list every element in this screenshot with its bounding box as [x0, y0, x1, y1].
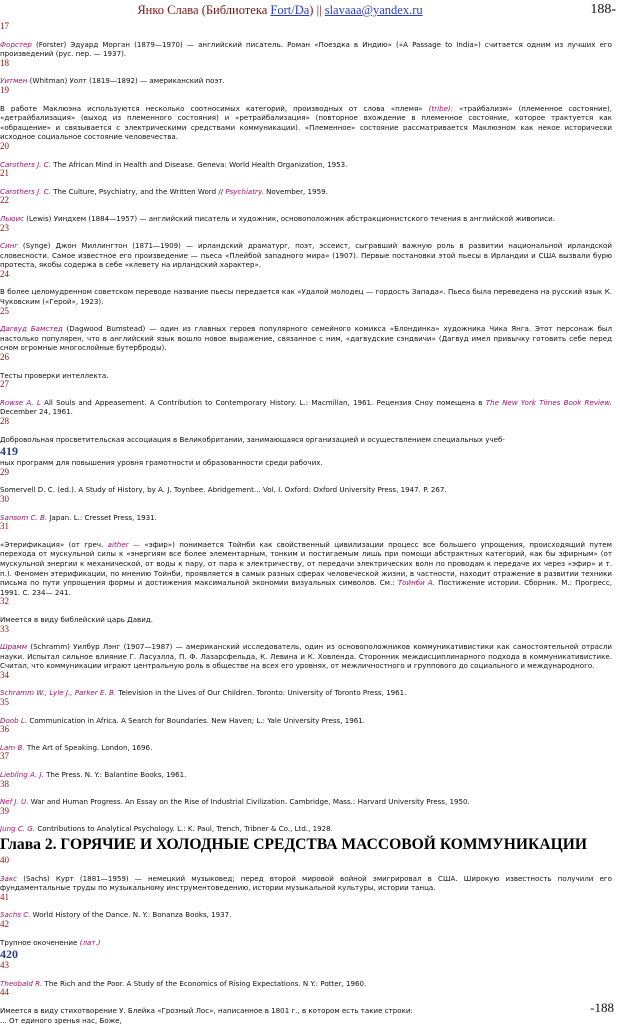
footnote	[0, 86, 612, 142]
footnote-author: Rowse A. L	[0, 397, 41, 407]
footnote	[0, 142, 612, 169]
footnote-author: (tribe):	[428, 103, 454, 113]
footnote-text: December 24, 1961.	[0, 407, 73, 417]
footnote	[0, 196, 612, 223]
footnote-text: (Synge) Джон Миллингтон (1871—1909) — ирландский драматург, поэт, эссеист, сыгравший важную роль в развитии национальной ирландской словесности. Самое известное его произведение — пьеса «Плейбой западного мира» (1907). Первые постановки этой пьесы в Ирландии и США вызвали бурю протеста, якобы содержа в себе «клевету на ирландский характер».	[0, 241, 612, 270]
footnote-text: All Souls and Appeasement. A Contribution to Contemporary History. L.: Macmillan, 1961. Рецензия Сноу помещена в	[40, 397, 486, 407]
footnote-number: 41	[0, 891, 9, 902]
footnote-text: The African Mind in Health and Disease. Geneva: World Health Organization, 1953.	[50, 159, 348, 169]
footnote-author: Liebling A. J.	[0, 770, 44, 780]
footnote	[0, 807, 612, 834]
footnote-number: 18	[0, 57, 9, 68]
footnote-author: Nef J. U.	[0, 797, 29, 807]
footnote-number: 32	[0, 596, 9, 607]
footnote-text: Добровольная просветительская ассоциация в Великобритании, занимающаяся организацией и осуществлением специальных учеб-	[0, 434, 505, 444]
footnote-author: Sachs C.	[0, 910, 31, 920]
footnote-author: Theobald R.	[0, 978, 43, 988]
poem-line: ... От единого зренья нас, Боже,	[0, 1015, 122, 1025]
chapter-heading: Глава 2. ГОРЯЧИЕ И ХОЛОДНЫЕ СРЕДСТВА МАССОВОЙ КОММУНИКАЦИИ	[0, 836, 587, 853]
footnote-text: В работе Маклюэна используются несколько соотносимых категорий, производных от слова «племя»	[0, 103, 429, 113]
footnote-text: The Rich and the Poor. A Study of the Economics of Rising Expectations. N Y.: Potter, 1960.	[42, 978, 367, 988]
footnote	[0, 22, 612, 59]
footnote-number: 22	[0, 195, 9, 206]
footnote-number: 23	[0, 222, 9, 233]
footnote-number: 21	[0, 168, 9, 179]
footnote-author: Синг	[0, 241, 18, 251]
footnote	[0, 224, 612, 270]
footnote-number: 26	[0, 352, 9, 363]
footnote-author: Schramm W., Lyle J., Parker E. B.	[0, 688, 117, 698]
footnote-text: Трупное окоченение	[0, 937, 80, 947]
footnote-number: 31	[0, 521, 9, 532]
footnote-author: The New York Times Book Review.	[485, 397, 612, 407]
footnote-number: 42	[0, 918, 9, 929]
footnote	[0, 725, 612, 752]
footnote-author: Doob L.	[0, 715, 28, 725]
email-link[interactable]: slavaaa@yandex.ru	[324, 3, 423, 17]
footnote	[0, 353, 612, 380]
footnote	[0, 270, 612, 307]
footnote-number: 19	[0, 84, 9, 95]
footnote-number: 24	[0, 268, 9, 279]
footnote-text: «эфир») понимается Тойнби как свойственный цивилизации процесс все большего упрощения, происходящий путем перехода от мускульной силы к «энергиям все более элементарным, тонким и постигаемым лишь при помощи абстрактных категорий, как бы эфирным» (от мускульной энергии к механической, от воды к пару, от пара к электричеству, от передачи электрических волн по проводам к передаче их через «эфир» и т. п.). Феномен этерификации, по мнению Тойнби, проявляется в самых разных сферах человеческой жизни, в частности, находит отражение в развитии техники письма по пути упрощения формы и достижения максимальной экономии визуальных символов. См.:	[0, 539, 612, 588]
footnote-number: 36	[0, 724, 9, 735]
footnote-text: The Press. N. Y.: Balantine Books, 1961.	[43, 770, 187, 780]
footnote-number: 20	[0, 140, 9, 151]
footnote-text: Постижение истории. Сборник. М.: Прогресс, 1991. С. 234— 241.	[0, 578, 612, 597]
footnote	[0, 961, 612, 988]
footnote-number: 34	[0, 669, 9, 680]
footnote	[0, 988, 612, 1015]
footnote	[0, 380, 612, 417]
footnote-number: 27	[0, 379, 9, 390]
footnote-author: Sansom C. B.	[0, 512, 48, 522]
footnote-text: (Sachs) Курт (1881—1959) — немецкий музыковед; перед второй мировой войной эмигрировал в США. Широкую известность получили его фундаментальные труды по музыкальному инструментоведению, истории музыкальной культуры, истории танца.	[0, 873, 612, 893]
footnote-number: 29	[0, 466, 9, 477]
footnote	[0, 468, 612, 495]
footnote-text: November, 1959.	[263, 186, 328, 196]
footnote-text: «Этерификация» (от греч.	[0, 539, 108, 549]
footnote-text: Тесты проверки интеллекта.	[0, 370, 109, 380]
footnote	[0, 893, 612, 920]
footnote-text: The Art of Speaking. London, 1696.	[24, 742, 153, 752]
header-title: Янко Слава (Библиотека Fort/Da) || slavaaa@yandex.ru	[137, 3, 423, 17]
footnote-text: Somervell D. C. (ed.). A Study of History, by A. J. Toynbee. Abridgement... Vol. I. Oxford: Oxford University Press, 1947. P. 267.	[0, 485, 447, 495]
footnote-text: (Lewis) Уиндхем (1884—1957) — английский писатель и художник, основоположник абстракционистского течения в английской живописи.	[24, 213, 555, 223]
footnote-author: Шрамм	[0, 642, 28, 652]
footnote-text: World History of the Dance. N. Y.: Bonanza Books, 1937.	[30, 910, 232, 920]
footnote-text: (Schramm) Уилбур Лэнг (1907—1987) — американский исследователь, один из основоположников коммуникативистики как самостоятельной отрасли науки. Испытал сильное влияние Г. Ласуэлла, П. Ф. Лазарсфельда, К. Левина и К. Ховленда. Сторонник междисциплинарного подхода в коммуникативистике. Считал, что коммуникации играют центральную роль в обществе на всех его уровнях, от межличностного и группового до социального и международного.	[0, 642, 612, 671]
footnote	[0, 856, 612, 893]
footnote-author: Carothers J. C.	[0, 186, 51, 196]
footnote-number: 37	[0, 751, 9, 762]
footnote-text: (Whitman) Уолт (1819—1892) — американский поэт.	[27, 76, 225, 86]
footnote	[0, 752, 612, 779]
footnote-text: Communication in Africa. A Search for Boundaries. New Haven; L.: Yale University Press, 1961.	[27, 715, 366, 725]
page-marker: 420	[0, 947, 18, 962]
footnote-author: (лат.)	[79, 937, 101, 947]
footnote-text: (Dagwood Bumstead) — один из главных героев популярного семейного комикса «Блондинка» художника Чика Янга. Этот персонаж был настолько популярен, что в английский язык вошло новое выражение, связанное с ним, «дагвудские сэндвичи» (Дагвуд имел привычку готовить себе перед сном огромные многослойные бутерброды).	[0, 324, 612, 353]
library-link[interactable]: Fort/Da	[270, 3, 310, 17]
footnote-text: «трайбализм» (племенное состояние), «детрайбализация» (выход из племенного состояния) и «ретрайбализация» (повторное вхождение в племенное состояние, которое трактуется как «обращение» и связывается с электрическими средствами коммуникации). «Племенное» состояние рассматривается Маклюэном как некое исторически исходное социальное состояние человечества.	[0, 103, 612, 142]
footnote-number: 17	[0, 21, 9, 31]
footnote	[0, 920, 612, 947]
footnote-author: Carothers J. C.	[0, 159, 51, 169]
footnote-author: Закс	[0, 873, 18, 883]
footnote-author: Льюис	[0, 213, 24, 223]
footnote	[0, 495, 612, 522]
footnote-author: Jung C. G.	[0, 824, 36, 834]
footnote-text: The Culture, Psychiatry, and the Written Word //	[50, 186, 226, 196]
document-body	[0, 22, 612, 1025]
footnote-author: aither —	[107, 539, 140, 549]
footnote-number: 43	[0, 960, 9, 971]
footnote-author: Уитмен	[0, 76, 28, 86]
footnote-text: В более целомудренном советском переводе название пьесы передается как «Удалой молодец — гордость Запада». Пьеса была переведена на русский язык К. Чуковским («Герой», 1923).	[0, 287, 612, 307]
header-author: Янко Слава	[137, 3, 199, 17]
footnote	[0, 780, 612, 807]
footnote	[0, 625, 612, 671]
footnote-text: Contributions to Analytical Psychology. L.: K. Paul, Trench, Tribner & Co., Ltd., 1928.	[35, 824, 333, 834]
footnote-number: 25	[0, 305, 9, 316]
footnote-number: 33	[0, 623, 9, 634]
footnote-number: 30	[0, 493, 9, 504]
header-page-number: 188-	[590, 2, 616, 17]
footnote	[0, 698, 612, 725]
footnote-text: Имеется в виду библейский царь Давид.	[0, 614, 154, 624]
footnote-author: Psychiatry.	[225, 186, 264, 196]
footnote	[0, 59, 612, 86]
page-header	[0, 0, 620, 18]
footnote-number: 40	[0, 855, 9, 865]
page-marker: 419	[0, 444, 18, 459]
footnote	[0, 671, 612, 698]
footnote-text: War and Human Progress. An Essay on the Rise of Industrial Civilization. Cambridge, Mass.: Harvard University Press, 1950.	[28, 797, 470, 807]
footnote-author: Форстер	[0, 39, 32, 49]
footnote-number: 39	[0, 805, 9, 816]
footnote-text: (Forster) Эдуард Морган (1879—1970) — английский писатель. Роман «Поездка в Индию» («A Passage to India») считается одним из лучших его произведений (рус. пер. — 1937).	[0, 39, 612, 59]
footnote-text: Television in the Lives of Our Children. Toronto: University of Toronto Press, 1961.	[116, 688, 407, 698]
footnote-number: 28	[0, 416, 9, 426]
footer-page-number: -188	[590, 1000, 614, 1015]
footnote-text: Japan. L.: Cresset Press, 1931.	[47, 512, 157, 522]
footnote	[0, 307, 612, 353]
footnote	[0, 169, 612, 196]
footnote-author: Тойнби А.	[397, 578, 435, 588]
footnote-number: 35	[0, 697, 9, 708]
footnote-author: Дагвуд Бамстед	[0, 324, 63, 334]
footnote	[0, 522, 612, 597]
footnote	[0, 417, 612, 444]
footnote-text: Имеется в виду стихотворение У. Блейка «Грозный Лос», написанное в 1801 г., в котором есть такие строки:	[0, 1005, 413, 1015]
footnote-author: Lam B.	[0, 742, 25, 752]
continued-text: ных программ для повышения уровня грамотности и образованности среди рабочих.	[0, 458, 323, 468]
footnote-number: 44	[0, 987, 9, 998]
footnote-number: 38	[0, 778, 9, 789]
footnote	[0, 597, 612, 624]
